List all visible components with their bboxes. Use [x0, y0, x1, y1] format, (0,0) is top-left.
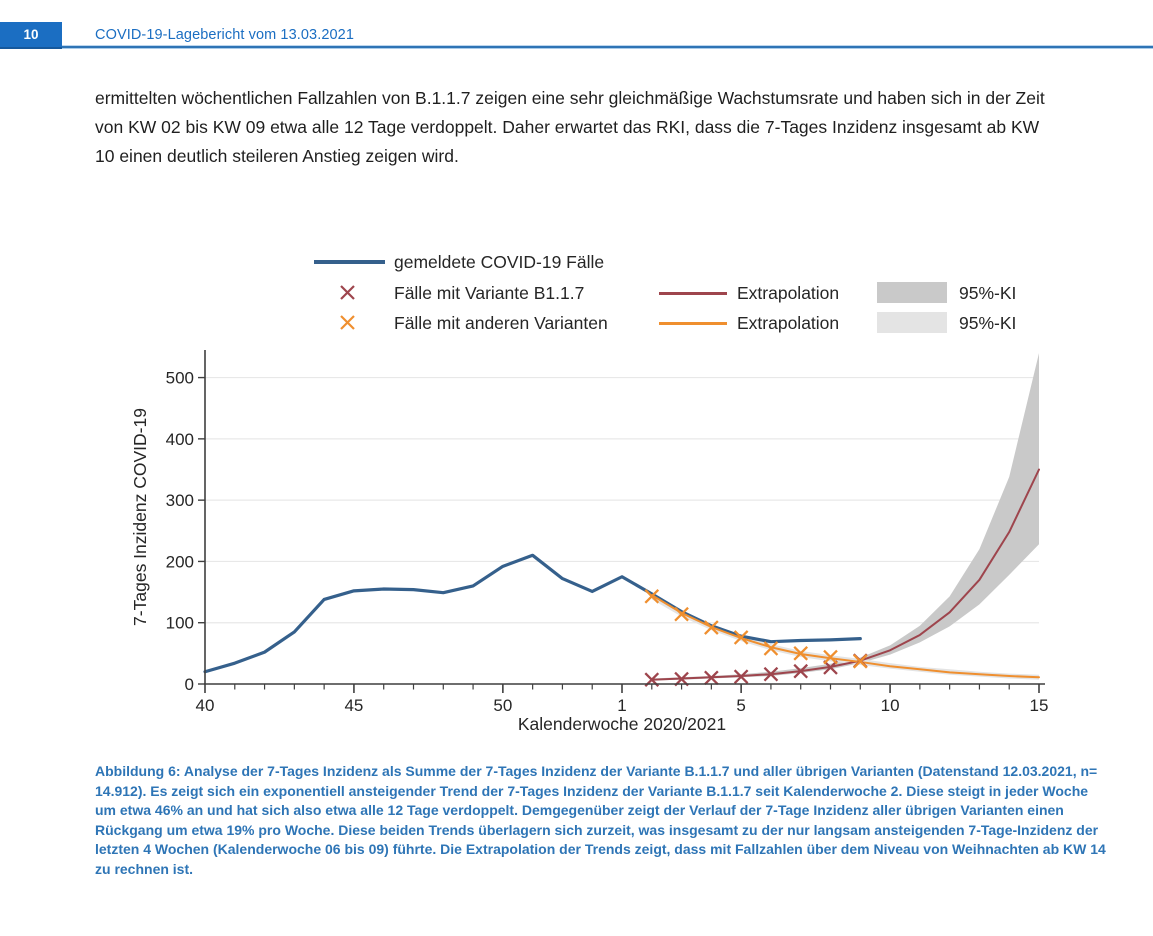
y-tick-label: 100	[165, 613, 194, 633]
body-paragraph: ermittelten wöchentlichen Fallzahlen von B.1.1.7 zeigen eine sehr gleichmäßige Wachstumsrate und haben sich in der Zeit von KW 02 bis KW 09 etwa alle 12 Tage verdoppelt. Daher erwartet das RKI, dass die 7-Tages Inzidenz insgesamt ab KW 10 einen deutlich steileren Anstieg zeigen wird.	[95, 88, 1045, 166]
y-tick-label: 300	[165, 491, 194, 511]
y-tick-label: 200	[165, 552, 194, 572]
axis-titles	[130, 408, 726, 734]
x-tick-label: 5	[736, 696, 746, 715]
ticks	[166, 369, 1049, 715]
page-number-badge: 10	[0, 22, 62, 49]
x-tick-label: 40	[195, 696, 215, 715]
line-series	[205, 470, 1039, 680]
ci-band	[652, 353, 1039, 680]
legend-other-label: Fälle mit anderen Varianten	[394, 313, 608, 333]
x-tick-label: 10	[880, 696, 900, 715]
legend-other-ci-swatch	[877, 312, 947, 333]
legend-other-extrapolation-line-swatch	[659, 322, 727, 325]
confidence-bands	[652, 353, 1039, 680]
ci-band	[652, 592, 1039, 680]
x-tick-label: 15	[1029, 696, 1049, 715]
incidence-chart	[120, 344, 1065, 736]
x-axis-title: Kalenderwoche 2020/2021	[517, 714, 727, 734]
legend-b117-ci-label: 95%-KI	[959, 283, 1017, 303]
legend-other-ci-label: 95%-KI	[959, 313, 1017, 333]
x-tick-label: 45	[344, 696, 364, 715]
grid-lines	[205, 378, 1039, 623]
legend-reported-label: gemeldete COVID-19 Fälle	[394, 252, 605, 272]
x-tick-label: 50	[493, 696, 513, 715]
legend-reported-line-swatch	[314, 260, 385, 264]
series-line	[205, 555, 860, 671]
document-title: COVID-19-Lagebericht vom 13.03.2021	[95, 27, 355, 43]
legend-b117-extrapolation-label: Extrapolation	[737, 283, 840, 303]
legend-b117-label: Fälle mit Variante B1.1.7	[394, 283, 585, 303]
legend-other-x-icon	[339, 314, 356, 331]
incidence-chart-svg	[120, 344, 1065, 736]
legend-other-extrapolation-label: Extrapolation	[737, 313, 840, 333]
legend-b117-ci-swatch	[877, 282, 947, 303]
legend-b117-extrapolation-line-swatch	[659, 292, 727, 295]
y-tick-label: 500	[165, 368, 194, 388]
legend-b117-x-icon	[339, 284, 356, 301]
y-tick-label: 400	[165, 429, 194, 449]
header-divider	[0, 44, 1153, 50]
y-axis-title: 7-Tages Inzidenz COVID-19	[130, 408, 150, 626]
figure-caption: Abbildung 6: Analyse der 7-Tages Inzidenz als Summe der 7-Tages Inzidenz der Variante B.1.1.7 und aller übrigen Varianten (Datenstand 12.03.2021, n= 14.912). Es zeigt sich ein exponentiell ansteigender Trend der 7-Tages Inzidenz der Variante B.1.1.7 seit Kalenderwoche 2. Diese steigt in jeder Woche um etwa 46% an und hat sich also etwa alle 12 Tage verdoppelt. Demgegenüber zeigt der Verlauf der 7-Tage Inzidenz aller übrigen Varianten einen Rückgang um etwa 19% pro Woche. Diese beiden Trends überlagern sich zurzeit, was insgesamt zu der nur langsam ansteigenden 7-Tage-Inzidenz der letzten 4 Wochen (Kalenderwoche 06 bis 09) führte. Die Extrapolation der Trends zeigt, dass mit Fallzahlen über dem Niveau von Weihnachten ab KW 14 zu rechnen ist.	[95, 763, 1106, 877]
y-tick-label: 0	[184, 675, 194, 694]
x-tick-label: 1	[617, 696, 627, 715]
